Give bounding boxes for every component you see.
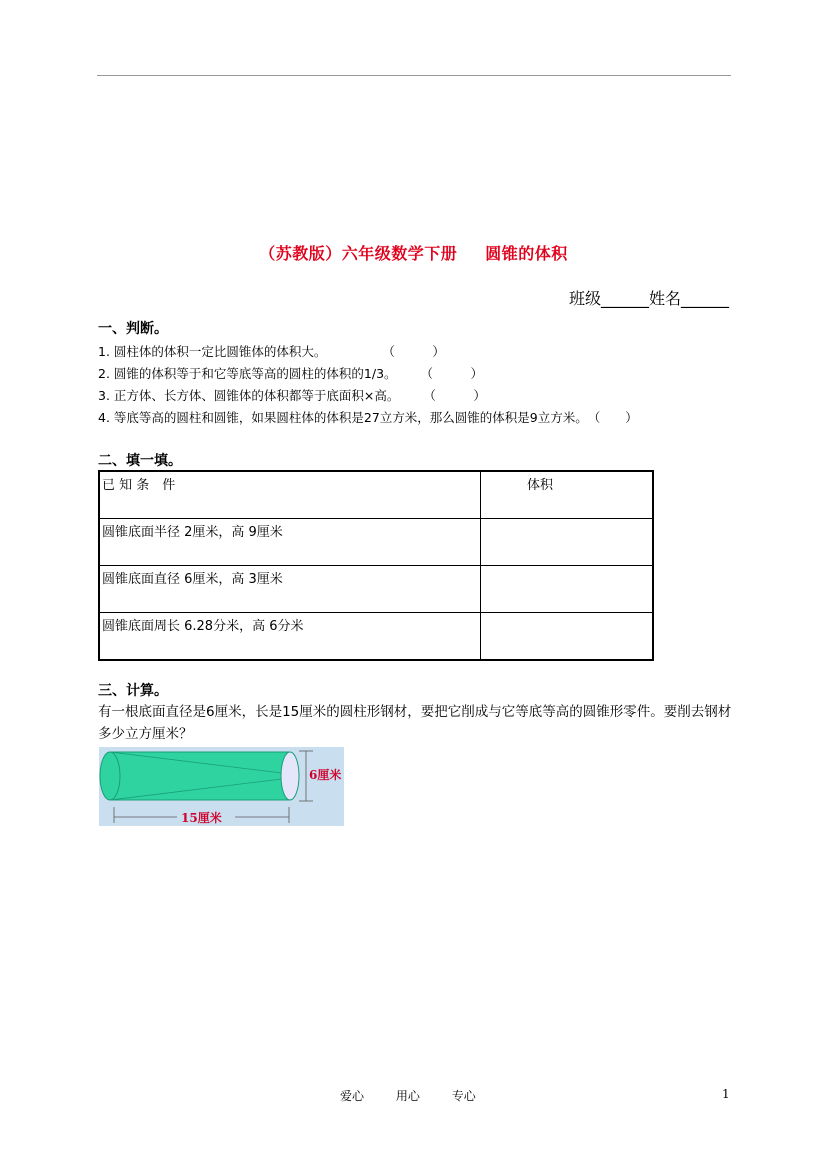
answer-parens[interactable]: （ ）	[423, 388, 486, 403]
cylinder-figure	[99, 747, 344, 826]
length-label: 15厘米	[181, 811, 222, 825]
section3-heading: 三、计算。	[98, 683, 168, 699]
page-title	[0, 241, 827, 264]
answer-parens[interactable]: （ ）	[587, 410, 638, 425]
page-number: 1	[722, 1087, 730, 1101]
footer-motto	[340, 1087, 504, 1104]
table-cell-answer[interactable]	[481, 566, 654, 613]
cylinder-diagram	[99, 747, 344, 826]
cylinder-left-end	[100, 752, 120, 800]
answer-parens[interactable]: （ ）	[420, 366, 484, 381]
fill-table	[98, 470, 654, 661]
section2-heading: 二、填一填。	[98, 453, 182, 469]
judge-item-text: 1. 圆柱体的体积一定比圆锥体的体积大。	[98, 344, 327, 359]
judge-item-2	[98, 364, 483, 382]
cylinder-body	[110, 752, 290, 800]
section1-heading: 一、判断。	[98, 321, 168, 337]
footer-word: 爱心	[340, 1089, 365, 1103]
judge-item-4	[98, 408, 638, 426]
answer-parens[interactable]: （ ）	[382, 344, 445, 359]
title-part2: 圆锥的体积	[485, 244, 568, 263]
judge-item-text: 3. 正方体、长方体、圆锥体的体积都等于底面积×高。	[98, 388, 400, 403]
footer-word: 用心	[395, 1089, 420, 1103]
table-cell-condition: 圆锥底面直径 6厘米，高 3厘米	[99, 566, 481, 613]
table-cell-condition: 圆锥底面周长 6.28分米，高 6分米	[99, 613, 481, 661]
class-name-line: 班级______姓名______	[568, 289, 729, 308]
judge-item-3	[98, 386, 486, 404]
table-header-volume: 体积	[481, 471, 654, 519]
judge-item-1	[98, 342, 445, 360]
table-header-condition: 已 知 条 件	[99, 471, 481, 519]
title-part1: （苏教版）六年级数学下册	[259, 244, 458, 263]
diameter-label: 6厘米	[309, 768, 342, 782]
table-row	[99, 519, 653, 566]
table-header-row	[99, 471, 653, 519]
judge-item-text: 4. 等底等高的圆柱和圆锥，如果圆柱体的体积是27立方米，那么圆锥的体积是9立方米。	[98, 410, 588, 425]
table-row	[99, 613, 653, 661]
cylinder-right-end	[281, 752, 299, 800]
table-cell-answer[interactable]	[481, 613, 654, 661]
table-row	[99, 566, 653, 613]
judge-item-text: 2. 圆锥的体积等于和它等底等高的圆柱的体积的1/3。	[98, 366, 397, 381]
footer-word: 专心	[451, 1089, 476, 1103]
table-cell-answer[interactable]	[481, 519, 654, 566]
header-rule	[97, 75, 731, 76]
table-cell-condition: 圆锥底面半径 2厘米，高 9厘米	[99, 519, 481, 566]
problem-text: 有一根底面直径是6厘米，长是15厘米的圆柱形钢材，要把它削成与它等底等高的圆锥形零件。要削去钢材多少立方厘米？	[98, 704, 732, 742]
